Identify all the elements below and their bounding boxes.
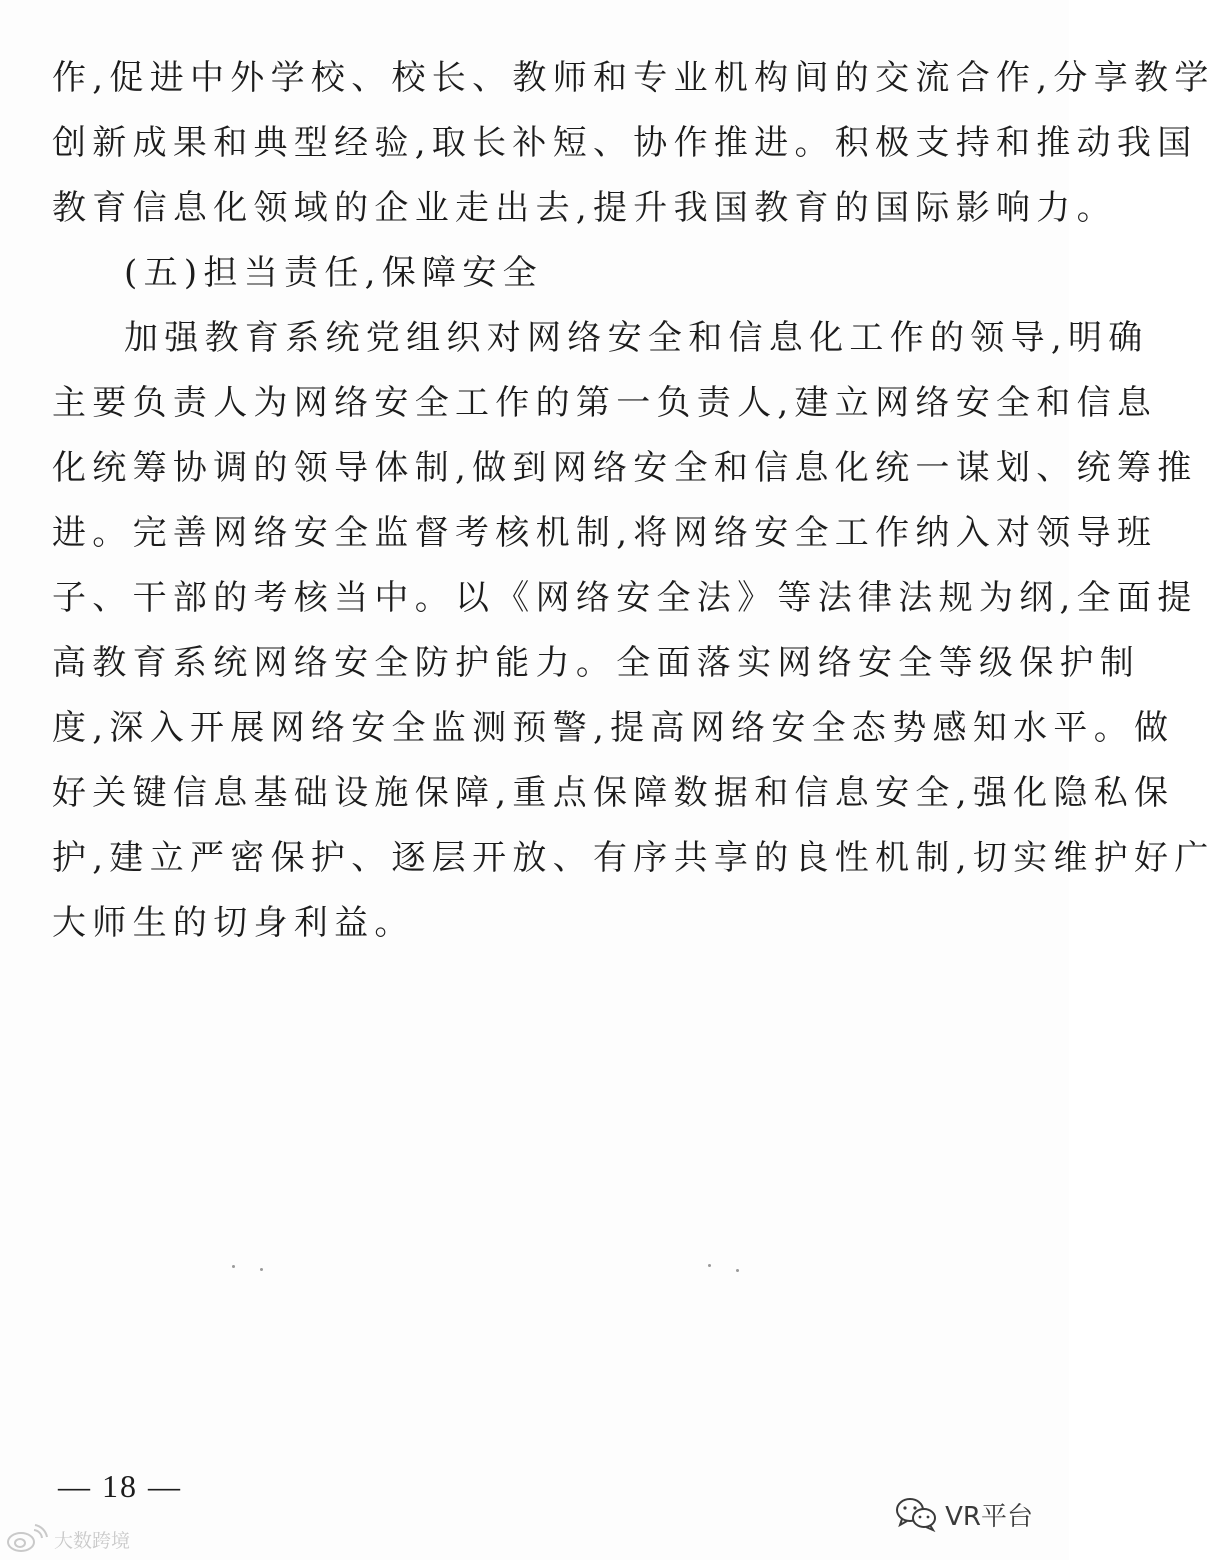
text-line: 创新成果和典型经验,取长补短、协作推进。积极支持和推动我国 <box>52 123 1198 163</box>
body-text <box>52 46 1215 956</box>
watermark-left <box>4 1522 130 1556</box>
text-line: 进。完善网络安全监督考核机制,将网络安全工作纳入对领导班 <box>52 513 1158 553</box>
wechat-icon <box>895 1496 937 1532</box>
watermark-right <box>895 1492 1033 1536</box>
text-line: 子、干部的考核当中。以《网络安全法》等法律法规为纲,全面提 <box>52 578 1198 618</box>
text-line: 好关键信息基础设施保障,重点保障数据和信息安全,强化隐私保 <box>52 773 1175 813</box>
scan-specks <box>230 1262 750 1274</box>
watermark-right-text: VR平台 <box>945 1501 1033 1532</box>
watermark-left-text: 大数跨境 <box>54 1529 131 1552</box>
text-line: 度,深入开展网络安全监测预警,提高网络安全态势感知水平。做 <box>52 708 1175 748</box>
text-line: 大师生的切身利益。 <box>52 903 415 943</box>
text-line: 护,建立严密保护、逐层开放、有序共享的良性机制,切实维护好广 <box>52 838 1215 878</box>
text-line: 作,促进中外学校、校长、教师和专业机构间的交流合作,分享教学 <box>52 58 1215 98</box>
text-line: 教育信息化领域的企业走出去,提升我国教育的国际影响力。 <box>52 188 1117 228</box>
text-line: 高教育系统网络安全防护能力。全面落实网络安全等级保护制 <box>52 643 1141 683</box>
page-number: — 18 — <box>58 1468 182 1504</box>
weibo-icon <box>4 1524 48 1554</box>
section-heading: (五)担当责任,保障安全 <box>124 253 543 293</box>
text-line: 加强教育系统党组织对网络安全和信息化工作的领导,明确 <box>124 318 1149 358</box>
text-line: 主要负责人为网络安全工作的第一负责人,建立网络安全和信息 <box>52 383 1158 423</box>
text-line: 化统筹协调的领导体制,做到网络安全和信息化统一谋划、统筹推 <box>52 448 1198 488</box>
